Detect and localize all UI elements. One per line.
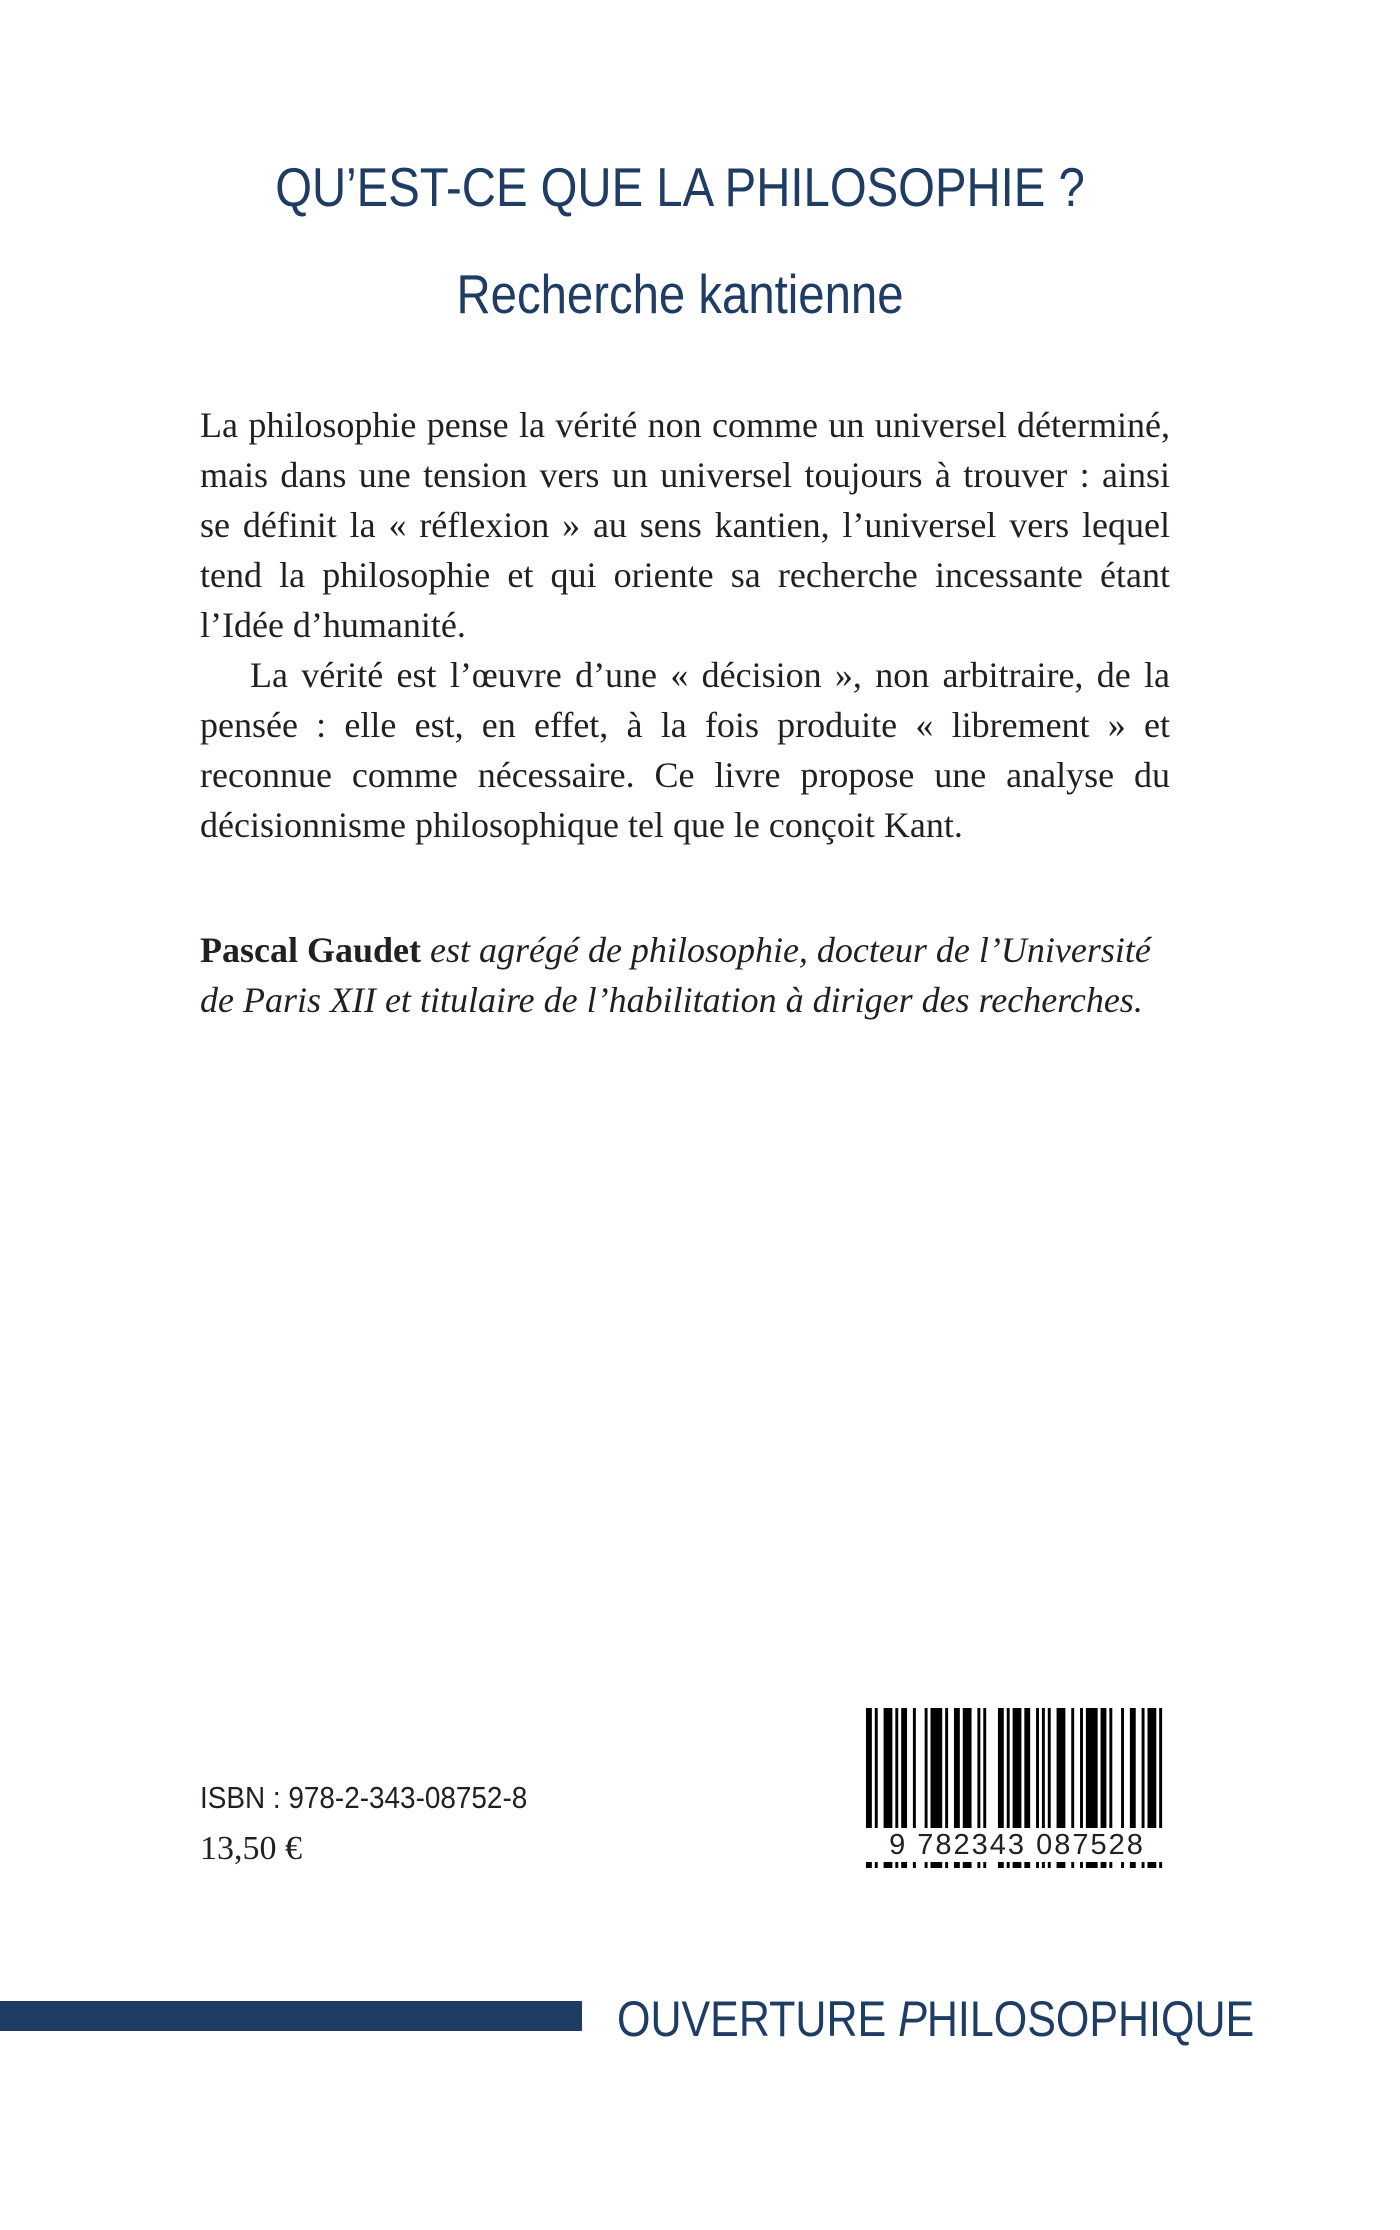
series-band bbox=[0, 2001, 582, 2031]
isbn-text: ISBN : 978-2-343-08752-8 bbox=[200, 1780, 528, 1815]
barcode-number: 9 782343 087528 bbox=[862, 1828, 1172, 1862]
book-subtitle: Recherche kantienne bbox=[456, 263, 904, 325]
author-name: Pascal Gaudet bbox=[200, 930, 421, 970]
price-text: 13,50 € bbox=[200, 1830, 302, 1867]
series-name bbox=[617, 1990, 1254, 2048]
book-title: QU’EST-CE QUE LA PHILOSOPHIE ? bbox=[275, 156, 1085, 218]
author-note bbox=[200, 925, 1190, 1025]
blurb-paragraph-1: La philosophie pense la vérité non comme un universel déterminé, mais dans une tension vers un universel toujours à trouver : ainsi se définit la « réflexion » au sens kantien, l’universel vers lequel tend la philosophie et qui oriente sa recherche incessante étant l’Idée d’humanité. bbox=[200, 405, 1170, 645]
author-bio: est agrégé de philosophie, docteur de l’Université de Paris XII et titulaire de l’habilitation à diriger des recherches. bbox=[200, 930, 1151, 1020]
series-name-rest: HILOSOPHIQUE bbox=[926, 1991, 1255, 2047]
series-name-prefix: OUVERTURE bbox=[617, 1991, 899, 2047]
series-name-italic: P bbox=[898, 1991, 927, 2047]
back-cover-blurb bbox=[200, 400, 1170, 850]
blurb-paragraph-2: La vérité est l’œuvre d’une « décision », non arbitraire, de la pensée : elle est, en effet, à la fois produite « librement » et reconnue comme nécessaire. Ce livre propose une analyse du décisionnisme philosophique tel que le conçoit Kant. bbox=[200, 655, 1170, 845]
